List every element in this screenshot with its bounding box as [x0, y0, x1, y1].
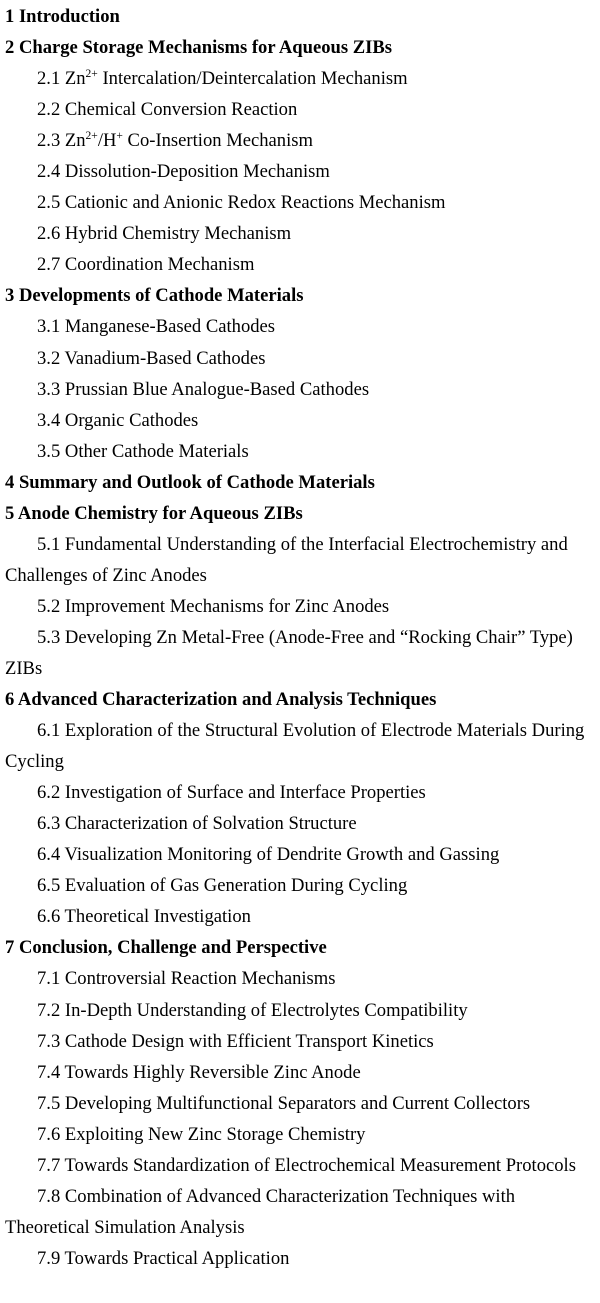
- toc-subsection-item: 3.5 Other Cathode Materials: [37, 440, 249, 462]
- toc-subsection-item: 7.9 Towards Practical Application: [37, 1247, 290, 1269]
- toc-section-heading: 7 Conclusion, Challenge and Perspective: [5, 937, 327, 959]
- toc-section-heading: 5 Anode Chemistry for Aqueous ZIBs: [5, 502, 303, 524]
- toc-subsection-item: 6.3 Characterization of Solvation Structure: [37, 813, 357, 835]
- toc-subsection-item: [0, 125, 600, 156]
- text-segment: Co-Insertion Mechanism: [122, 130, 313, 152]
- toc-subsection-item: 7.5 Developing Multifunctional Separators and Current Collectors: [37, 1092, 531, 1114]
- toc-subsection-item: 2.7 Coordination Mechanism: [37, 254, 255, 276]
- toc-section-heading: 1 Introduction: [5, 6, 120, 27]
- toc-subsection-item: 7.7 Towards Standardization of Electrochemical Measurement Protocols: [37, 1154, 576, 1176]
- toc-subsection-item: 3.4 Organic Cathodes: [37, 409, 199, 431]
- toc-subsection-item: 3.3 Prussian Blue Analogue-Based Cathodes: [37, 378, 370, 400]
- text-segment: 2.1 Zn: [37, 68, 86, 90]
- toc-subsection-item: 5.1 Fundamental Understanding of the Interfacial Electrochemistry and Challenges of Zinc Anodes: [5, 533, 568, 586]
- toc-subsection-item: 2.6 Hybrid Chemistry Mechanism: [37, 223, 292, 245]
- superscript: 2+: [85, 67, 98, 80]
- superscript: 2+: [85, 130, 98, 143]
- toc-section-heading: 3 Developments of Cathode Materials: [5, 285, 304, 307]
- toc-subsection-item: 5.2 Improvement Mechanisms for Zinc Anodes: [37, 595, 390, 617]
- toc-subsection-item: 6.2 Investigation of Surface and Interface Properties: [37, 782, 426, 804]
- toc-subsection-item: 2.2 Chemical Conversion Reaction: [37, 99, 298, 121]
- toc-subsection-item: 2.5 Cationic and Anionic Redox Reactions Mechanism: [37, 192, 446, 214]
- toc-subsection-item: 7.3 Cathode Design with Efficient Transport Kinetics: [37, 1030, 434, 1052]
- toc-subsection-item: 3.1 Manganese-Based Cathodes: [37, 316, 276, 338]
- toc-section-heading: 4 Summary and Outlook of Cathode Materials: [5, 471, 375, 493]
- toc-subsection-item: 6.4 Visualization Monitoring of Dendrite Growth and Gassing: [37, 844, 500, 866]
- text-segment: /H: [97, 130, 117, 152]
- toc-subsection-item: 6.1 Exploration of the Structural Evolution of Electrode Materials During Cycling: [5, 720, 585, 773]
- toc-subsection-item: 6.6 Theoretical Investigation: [37, 906, 251, 928]
- toc-subsection-item: 2.4 Dissolution-Deposition Mechanism: [37, 161, 330, 183]
- toc-subsection-item: [0, 63, 600, 94]
- toc-subsection-item: 3.2 Vanadium-Based Cathodes: [37, 347, 266, 369]
- toc-section-heading: 6 Advanced Characterization and Analysis Techniques: [5, 689, 437, 711]
- toc-subsection-item: 5.3 Developing Zn Metal-Free (Anode-Free and “Rocking Chair” Type) ZIBs: [5, 626, 573, 679]
- text-segment: Intercalation/Deintercalation Mechanism: [97, 68, 408, 90]
- toc-section-heading: 2 Charge Storage Mechanisms for Aqueous ZIBs: [5, 37, 393, 59]
- text-segment: 2.3 Zn: [37, 130, 86, 152]
- toc-subsection-item: 7.6 Exploiting New Zinc Storage Chemistry: [37, 1123, 366, 1145]
- toc-subsection-item: 7.8 Combination of Advanced Characterization Techniques with Theoretical Simulation Analysis: [5, 1185, 516, 1238]
- superscript: +: [116, 130, 123, 143]
- toc-subsection-item: 7.4 Towards Highly Reversible Zinc Anode: [37, 1061, 361, 1083]
- toc-subsection-item: 6.5 Evaluation of Gas Generation During Cycling: [37, 875, 408, 897]
- toc-subsection-item: 7.2 In-Depth Understanding of Electrolytes Compatibility: [37, 999, 468, 1021]
- toc-subsection-item: 7.1 Controversial Reaction Mechanisms: [37, 968, 336, 990]
